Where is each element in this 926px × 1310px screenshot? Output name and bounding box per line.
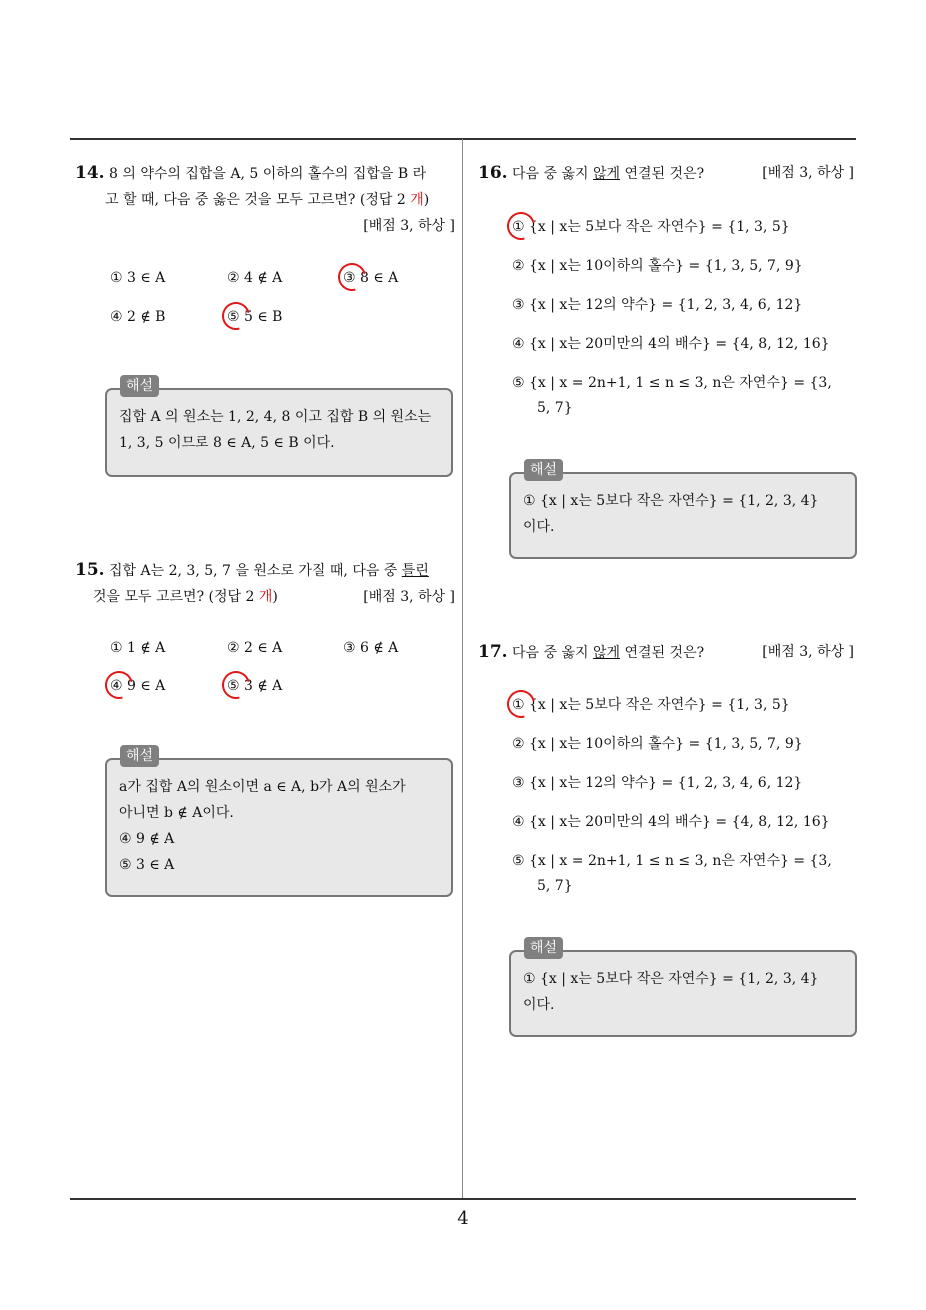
question-17: [478, 639, 854, 666]
question-14: [75, 160, 455, 239]
choice-5-continued: 5, 7}: [537, 878, 573, 894]
question-number: 17.: [478, 642, 508, 662]
underlined-keyword: 않게: [593, 166, 621, 182]
solution-text: ① {x | x는 5보다 작은 자연수} = {1, 2, 3, 4}: [523, 493, 819, 509]
solution-text: ④ 9 ∉ A: [119, 831, 175, 847]
solution-text: ⑤ 3 ∈ A: [119, 857, 175, 873]
solution-box: [105, 758, 453, 897]
solution-tag: 해설: [120, 375, 159, 397]
selected-answer-circle: ①: [512, 219, 525, 235]
answer-count-highlight: 개: [410, 192, 424, 208]
choice-2[interactable]: ② {x | x는 10이하의 홀수} = {1, 3, 5, 7, 9}: [512, 258, 803, 274]
choice-5[interactable]: [227, 307, 282, 327]
question-text: 연결된 것은?: [620, 645, 705, 661]
question-15-line1: [75, 557, 455, 584]
solution-text: 아니면 b ∉ A이다.: [119, 805, 234, 821]
top-rule: [70, 138, 856, 140]
question-14-line2: [75, 187, 455, 213]
choice-4[interactable]: ④ 2 ∉ B: [110, 309, 166, 325]
question-meta: [배점 3, 하상 ]: [363, 218, 455, 234]
solution-box: [509, 472, 857, 559]
bottom-rule: [70, 1198, 856, 1200]
choice-4[interactable]: ④ {x | x는 20미만의 4의 배수} = {4, 8, 12, 16}: [512, 814, 830, 830]
question-text: 고 할 때, 다음 중 옳은 것을 모두 고르면? (정답 2: [105, 192, 411, 208]
solution-text: 집합 A 의 원소는 1, 2, 4, 8 이고 집합 B 의 원소는: [119, 409, 432, 425]
question-text: 다음 중 옳지: [512, 166, 594, 182]
question-text: ): [423, 192, 430, 208]
choice-3[interactable]: [343, 268, 398, 288]
solution-text: 이다.: [523, 519, 555, 535]
question-meta: [배점 3, 하상 ]: [363, 589, 455, 605]
page-number: 4: [457, 1208, 469, 1229]
choice-4-text: 9 ∈ A: [127, 678, 166, 694]
selected-answer-circle: ⑤: [227, 309, 240, 325]
question-15: [75, 557, 455, 610]
question-16: [478, 160, 854, 187]
column-divider: [462, 139, 463, 1199]
solution-tag: 해설: [524, 459, 563, 481]
choice-5[interactable]: [227, 676, 282, 696]
question-text: 8 의 약수의 집합을 A, 5 이하의 홀수의 집합을 B 라: [109, 166, 427, 182]
question-text: 집합 A는 2, 3, 5, 7 을 원소로 가질 때, 다음 중: [109, 563, 402, 579]
question-text: 것을 모두 고르면? (정답 2: [93, 589, 259, 605]
question-text: 다음 중 옳지: [512, 645, 594, 661]
choice-3[interactable]: ③ {x | x는 12의 약수} = {1, 2, 3, 4, 6, 12}: [512, 297, 803, 313]
choice-1[interactable]: [512, 695, 790, 715]
selected-answer-circle: ④: [110, 678, 123, 694]
choice-4[interactable]: ④ {x | x는 20미만의 4의 배수} = {4, 8, 12, 16}: [512, 336, 830, 352]
choice-1-text: {x | x는 5보다 작은 자연수} = {1, 3, 5}: [529, 697, 790, 713]
selected-answer-circle: ①: [512, 697, 525, 713]
choice-3[interactable]: ③ 6 ∉ A: [343, 640, 399, 656]
question-text: 연결된 것은?: [620, 166, 705, 182]
choice-3[interactable]: ③ {x | x는 12의 약수} = {1, 2, 3, 4, 6, 12}: [512, 775, 803, 791]
question-number: 16.: [478, 163, 508, 183]
answer-count-highlight: 개: [258, 589, 273, 605]
question-15-line2: [75, 584, 455, 610]
selected-answer-circle: ③: [343, 270, 356, 286]
choice-2[interactable]: ② {x | x는 10이하의 홀수} = {1, 3, 5, 7, 9}: [512, 736, 803, 752]
choice-5[interactable]: ⑤ {x | x = 2n+1, 1 ≤ n ≤ 3, n은 자연수} = {3,: [512, 375, 832, 391]
underlined-keyword: 않게: [593, 645, 621, 661]
choice-5-text: 5 ∈ B: [244, 309, 283, 325]
solution-text: ① {x | x는 5보다 작은 자연수} = {1, 2, 3, 4}: [523, 971, 819, 987]
solution-box: [105, 388, 453, 477]
choice-1[interactable]: ① 3 ∈ A: [110, 270, 166, 286]
selected-answer-circle: ⑤: [227, 678, 240, 694]
solution-text: a가 집합 A의 원소이면 a ∈ A, b가 A의 원소가: [119, 779, 406, 795]
solution-tag: 해설: [524, 937, 563, 959]
choice-1-text: {x | x는 5보다 작은 자연수} = {1, 3, 5}: [529, 219, 790, 235]
question-number: 14.: [75, 163, 105, 183]
underlined-keyword: 틀린: [401, 563, 429, 579]
choice-5[interactable]: ⑤ {x | x = 2n+1, 1 ≤ n ≤ 3, n은 자연수} = {3,: [512, 853, 832, 869]
choice-5-text: 3 ∉ A: [244, 678, 283, 694]
solution-box: [509, 950, 857, 1037]
choice-1[interactable]: [512, 217, 790, 237]
choice-5-continued: 5, 7}: [537, 400, 573, 416]
solution-text: 1, 3, 5 이므로 8 ∈ A, 5 ∈ B 이다.: [119, 435, 335, 451]
solution-text: 이다.: [523, 997, 555, 1013]
choice-4[interactable]: [110, 676, 165, 696]
question-meta: [배점 3, 하상 ]: [762, 165, 854, 181]
question-14-line1: [75, 160, 455, 187]
question-meta: [배점 3, 하상 ]: [762, 644, 854, 660]
choice-1[interactable]: ① 1 ∉ A: [110, 640, 166, 656]
choice-2[interactable]: ② 4 ∉ A: [227, 270, 283, 286]
solution-tag: 해설: [120, 745, 159, 767]
question-text: ): [272, 589, 278, 605]
question-number: 15.: [75, 560, 105, 580]
choice-2[interactable]: ② 2 ∈ A: [227, 640, 283, 656]
choice-3-text: 8 ∈ A: [360, 270, 399, 286]
